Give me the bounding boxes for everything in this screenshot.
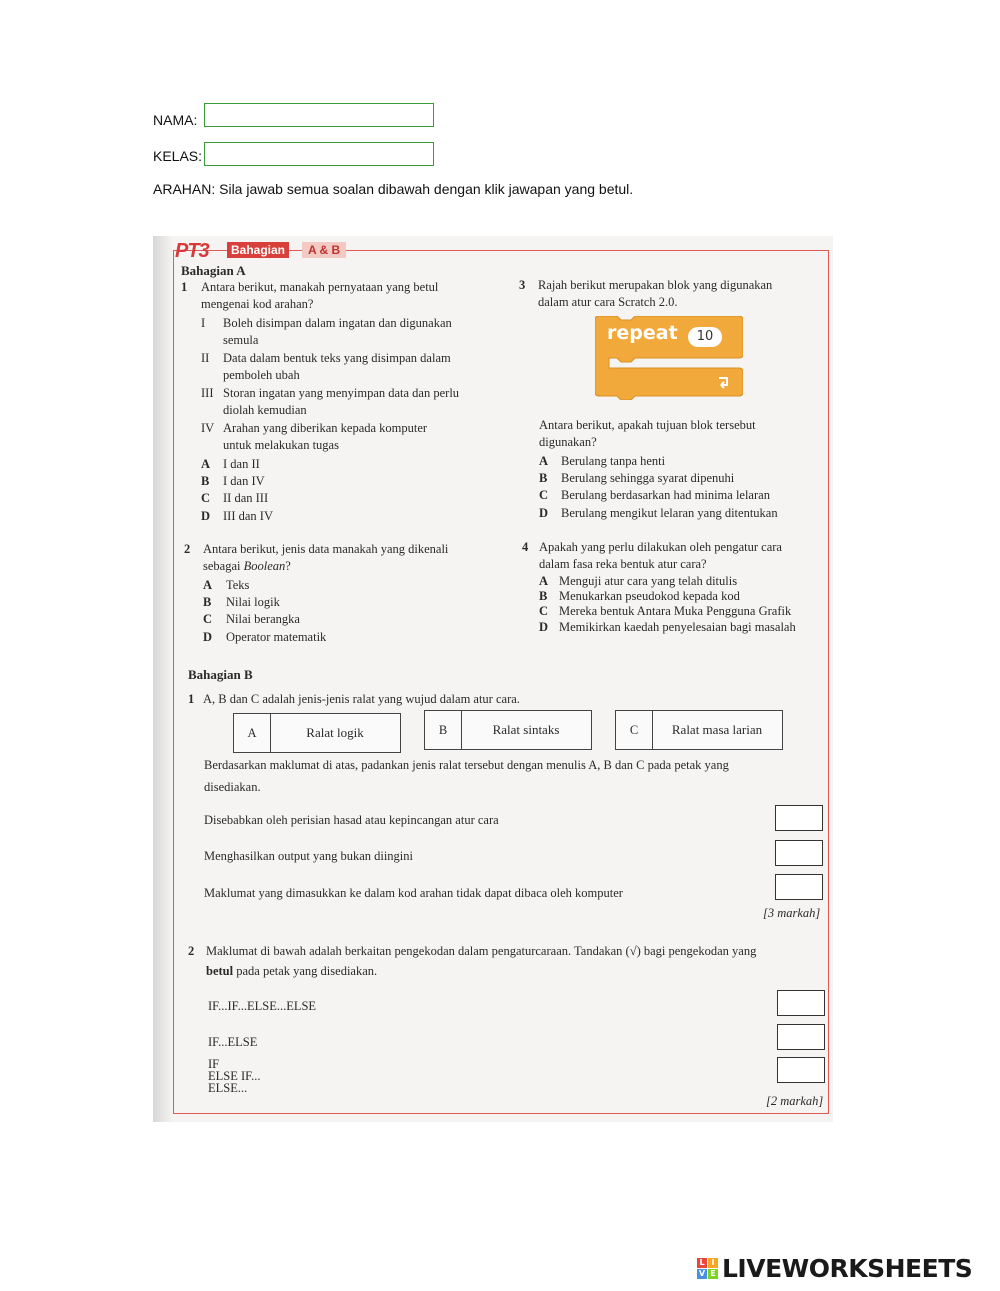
q2-option-letter: C	[203, 612, 213, 626]
b2-line-2-rest: pada petak yang disediakan.	[233, 964, 378, 978]
b1-item: Menghasilkan output yang bukan diingini	[204, 849, 414, 863]
b1-item: Disebabkan oleh perisian hasad atau kepincangan atur cara	[204, 813, 499, 827]
q1-line: Antara berikut, manakah pernyataan yang betul	[201, 280, 439, 294]
q2-number: 2	[184, 542, 191, 556]
q3-option-c[interactable]: Berulang berdasarkan had minima lelaran	[561, 488, 770, 502]
q4-line: Apakah yang perlu dilakukan oleh pengatur cara	[539, 540, 782, 554]
q3-ask: digunakan?	[539, 435, 597, 449]
repeat-count: 10	[688, 327, 722, 347]
b1-instruction: Berdasarkan maklumat di atas, padankan jenis ralat tersebut dengan menulis A, B dan C pada petak yang	[204, 758, 729, 772]
section-a-title: Bahagian A	[181, 263, 246, 278]
q1-statement-text: pemboleh ubah	[223, 368, 300, 382]
q4-option-letter: B	[539, 589, 548, 603]
b2-line-2-bold: betul	[206, 964, 234, 978]
q1-statement-roman: I	[201, 316, 206, 330]
error-name: Ralat logik	[306, 725, 364, 740]
b2-number: 2	[188, 944, 195, 958]
b2-line-2	[206, 964, 377, 979]
q4-option-b[interactable]: Menukarkan pseudokod kepada kod	[559, 589, 740, 603]
q4-line: dalam fasa reka bentuk atur cara?	[539, 557, 707, 571]
ab-tag: A & B	[302, 242, 346, 258]
q1-statement-text: Data dalam bentuk teks yang disimpan dalam	[223, 351, 451, 365]
b2-answer-box-1[interactable]	[777, 990, 825, 1016]
q2-option-letter: A	[203, 578, 213, 592]
error-letter: B	[425, 711, 462, 749]
q1-option-c[interactable]: II dan III	[223, 491, 269, 505]
bahagian-tag: Bahagian	[227, 242, 289, 258]
q2-option-b[interactable]: Nilai logik	[226, 595, 280, 609]
b2-item: ELSE IF...	[208, 1069, 261, 1083]
logo-tile: E	[708, 1269, 718, 1279]
b2-line: Maklumat di bawah adalah berkaitan pengekodan dalam pengaturcaraan. Tandakan (√) bagi pengekodan yang	[206, 944, 757, 958]
error-box-a	[233, 713, 401, 753]
q3-line: Rajah berikut merupakan blok yang digunakan	[538, 278, 773, 292]
error-box-b	[424, 710, 592, 750]
q1-statement-text: Storan ingatan yang menyimpan data dan perlu	[223, 386, 460, 400]
q1-option-letter: B	[201, 474, 210, 488]
error-name: Ralat sintaks	[492, 722, 560, 737]
b2-item: IF	[208, 1057, 220, 1071]
q3-line: dalam atur cara Scratch 2.0.	[538, 295, 678, 309]
q2-option-letter: B	[203, 595, 212, 609]
error-letter: C	[616, 711, 653, 749]
q2-line-2-pre: sebagai	[203, 559, 244, 573]
q1-option-b[interactable]: I dan IV	[223, 474, 265, 488]
logo-tile: L	[697, 1258, 707, 1268]
q1-statement-text: Arahan yang diberikan kepada komputer	[223, 421, 428, 435]
q1-option-letter: C	[201, 491, 211, 505]
q4-option-letter: A	[539, 574, 549, 588]
b1-instruction: disediakan.	[204, 780, 261, 794]
q1-option-letter: A	[201, 457, 211, 471]
pt3-logo: PT3	[175, 240, 209, 262]
q1-option-d[interactable]: III dan IV	[223, 509, 273, 523]
b1-intro: A, B dan C adalah jenis-jenis ralat yang wujud dalam atur cara.	[203, 692, 520, 706]
q1-option-a[interactable]: I dan II	[223, 457, 260, 471]
liveworksheets-logo-icon	[697, 1258, 719, 1280]
q2-option-d[interactable]: Operator matematik	[226, 630, 327, 644]
b1-marks: [3 markah]	[763, 906, 821, 920]
b2-item: ELSE...	[208, 1081, 248, 1095]
q1-statement-text: semula	[223, 333, 259, 347]
q3-ask: Antara berikut, apakah tujuan blok tersebut	[539, 418, 756, 432]
instruction-text: ARAHAN: Sila jawab semua soalan dibawah dengan klik jawapan yang betul.	[153, 181, 634, 197]
q1-statement-text: Boleh disimpan dalam ingatan dan digunakan	[223, 316, 452, 330]
q4-option-d[interactable]: Memikirkan kaedah penyelesaian bagi masalah	[559, 620, 796, 634]
q3-option-letter: B	[539, 471, 548, 485]
q3-option-letter: A	[539, 454, 549, 468]
q3-option-a[interactable]: Berulang tanpa henti	[561, 454, 666, 468]
b2-marks: [2 markah]	[766, 1094, 824, 1108]
q1-statement-text: untuk melakukan tugas	[223, 438, 339, 452]
q3-option-letter: D	[539, 506, 549, 520]
q3-number: 3	[519, 278, 526, 292]
logo-tile: V	[698, 1269, 706, 1278]
kelas-input[interactable]	[204, 142, 434, 166]
q2-option-c[interactable]: Nilai berangka	[226, 612, 300, 626]
nama-label: NAMA:	[153, 112, 198, 128]
b1-item: Maklumat yang dimasukkan ke dalam kod arahan tidak dapat dibaca oleh komputer	[204, 886, 623, 900]
b1-answer-box-2[interactable]	[775, 840, 823, 866]
q2-option-a[interactable]: Teks	[226, 578, 250, 592]
repeat-word: repeat	[607, 322, 678, 344]
b1-number: 1	[188, 692, 195, 706]
q1-statement-roman: II	[201, 351, 210, 365]
b2-answer-box-3[interactable]	[777, 1057, 825, 1083]
q1-line: mengenai kod arahan?	[201, 297, 314, 311]
worksheet-scan	[153, 236, 833, 1122]
q2-option-letter: D	[203, 630, 213, 644]
brand-name: LIVEWORKSHEETS	[722, 1254, 973, 1283]
q1-statement-roman: IV	[201, 421, 215, 435]
q1-number: 1	[181, 280, 188, 294]
q4-number: 4	[522, 540, 529, 554]
q1-option-letter: D	[201, 509, 211, 523]
error-letter: A	[234, 714, 271, 752]
q2-line-2-post: ?	[285, 559, 291, 573]
q3-option-b[interactable]: Berulang sehingga syarat dipenuhi	[561, 471, 735, 485]
q4-option-letter: C	[539, 604, 549, 618]
scratch-repeat-block	[595, 316, 743, 400]
b1-answer-box-1[interactable]	[775, 805, 823, 831]
q4-option-c[interactable]: Mereka bentuk Antara Muka Pengguna Grafik	[559, 604, 792, 618]
q3-option-letter: C	[539, 488, 549, 502]
error-box-c	[615, 710, 783, 750]
b1-answer-box-3[interactable]	[775, 874, 823, 900]
scan-shadow	[153, 236, 173, 1122]
b2-answer-box-2[interactable]	[777, 1024, 825, 1050]
q2-line-2	[203, 559, 291, 574]
q4-option-a[interactable]: Menguji atur cara yang telah ditulis	[559, 574, 738, 588]
section-b-title: Bahagian B	[188, 667, 253, 682]
q3-option-d[interactable]: Berulang mengikut lelaran yang ditentukan	[561, 506, 778, 520]
b2-item: IF...ELSE	[208, 1035, 258, 1049]
q1-statement-text: diolah kemudian	[223, 403, 307, 417]
error-name: Ralat masa larian	[671, 722, 763, 737]
kelas-label: KELAS:	[153, 148, 203, 164]
logo-tile: I	[708, 1258, 718, 1268]
b2-item: IF...IF...ELSE...ELSE	[208, 999, 317, 1013]
q1-statement-roman: III	[201, 386, 214, 400]
q2-line: Antara berikut, jenis data manakah yang dikenali	[203, 542, 449, 556]
nama-input[interactable]	[204, 103, 434, 127]
q2-boolean-term: Boolean	[243, 559, 286, 573]
q4-option-letter: D	[539, 620, 549, 634]
